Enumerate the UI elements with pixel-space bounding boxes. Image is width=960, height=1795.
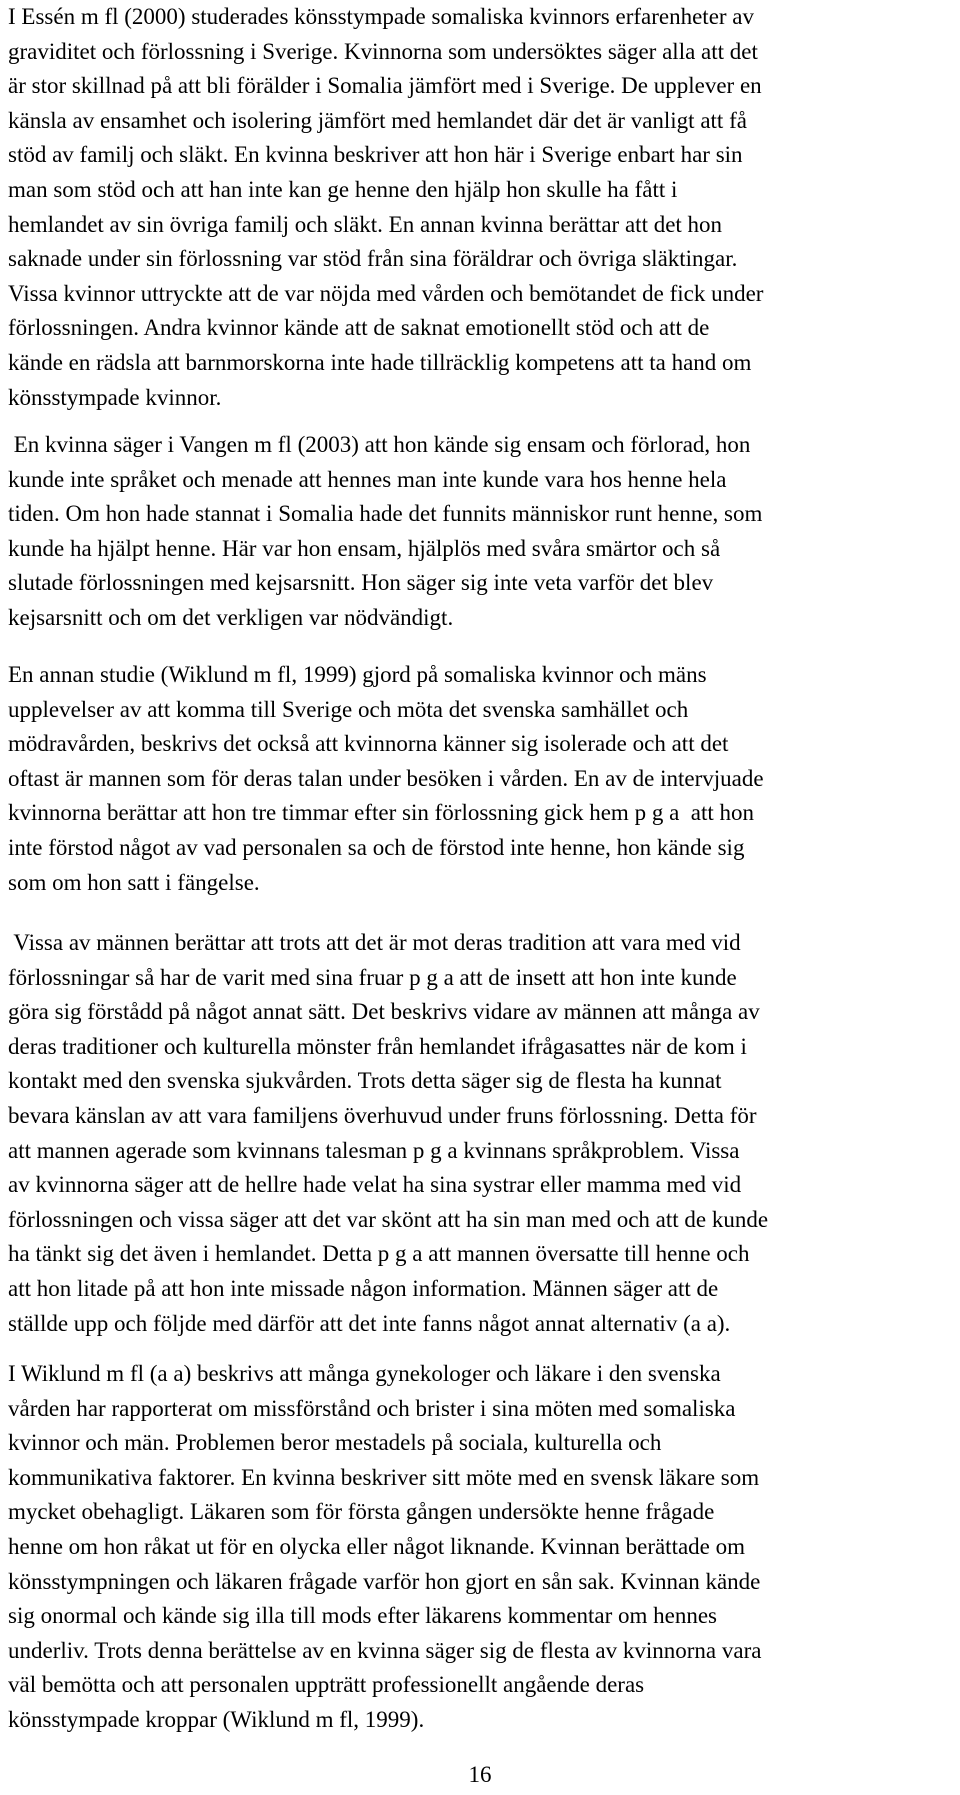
- text-line: slutade förlossningen med kejsarsnitt. Hon säger sig inte veta varför det blev: [8, 570, 714, 596]
- text-line: mödravården, beskrivs det också att kvinnorna känner sig isolerade och att det: [8, 731, 729, 757]
- text-line: av kvinnorna säger att de hellre hade velat ha sina systrar eller mamma med vid: [8, 1172, 742, 1198]
- page-number: 16: [468, 1762, 492, 1787]
- text-line: kvinnor och män. Problemen beror mestadels på sociala, kulturella och: [8, 1430, 662, 1456]
- text-line: saknade under sin förlossning var stöd från sina föräldrar och övriga släktingar.: [8, 246, 738, 272]
- text-line: graviditet och förlossning i Sverige. Kvinnorna som undersöktes säger alla att det: [8, 38, 758, 64]
- paragraph-men-experiences: [8, 926, 768, 1341]
- text-line: väl bemötta och att personalen uppträtt professionellt angående deras: [8, 1672, 645, 1698]
- text-line: sig onormal och kände sig illa till mods efter läkarens kommentar om hennes: [8, 1603, 717, 1629]
- text-line: förlossningar så har de varit med sina fruar p g a att de insett att hon inte kunde: [8, 964, 737, 990]
- text-line: ha tänkt sig det även i hemlandet. Detta p g a att mannen översatte till henne och: [8, 1241, 750, 1267]
- paragraph-wiklund-study: [8, 658, 764, 900]
- text-line: inte förstod något av vad personalen sa och de förstod inte henne, hon kände sig: [8, 834, 745, 860]
- text-line: mycket obehagligt. Läkaren som för första gången undersökte henne frågade: [8, 1499, 715, 1525]
- text-line: är stor skillnad på att bli förälder i Somalia jämfört med i Sverige. De upplever en: [8, 73, 762, 99]
- text-line: stöd av familj och släkt. En kvinna beskriver att hon här i Sverige enbart har sin: [8, 142, 743, 168]
- paragraph-essen-study: [8, 0, 763, 415]
- text-line: En annan studie (Wiklund m fl, 1999) gjord på somaliska kvinnor och mäns: [8, 662, 707, 687]
- text-line: kände en rädsla att barnmorskorna inte hade tillräcklig kompetens att ta hand om: [8, 349, 752, 375]
- text-line: könsstympningen och läkaren frågade varför hon gjort en sån sak. Kvinnan kände: [8, 1568, 761, 1594]
- text-line: kunde ha hjälpt henne. Här var hon ensam, hjälplös med svåra smärtor och så: [8, 535, 721, 561]
- paragraph-vangen-study: [8, 428, 762, 636]
- text-line: känsla av ensamhet och isolering jämfört med hemlandet där det är vanligt att få: [8, 107, 747, 133]
- text-line: hemlandet av sin övriga familj och släkt. En annan kvinna berättar att det hon: [8, 211, 723, 237]
- paragraph-wiklund-healthcare: [8, 1357, 761, 1738]
- text-line: som om hon satt i fängelse.: [8, 869, 260, 895]
- text-line: kunde inte språket och menade att hennes man inte kunde vara hos henne hela: [8, 466, 727, 492]
- text-line: kejsarsnitt och om det verkligen var nödvändigt.: [8, 604, 454, 630]
- text-line: kommunikativa faktorer. En kvinna beskriver sitt möte med en svensk läkare som: [8, 1464, 760, 1490]
- text-line: I Essén m fl (2000) studerades könsstympade somaliska kvinnors erfarenheter av: [8, 4, 755, 29]
- text-line: deras traditioner och kulturella mönster från hemlandet ifrågasattes när de kom i: [8, 1033, 747, 1059]
- text-line: förlossningen och vissa säger att det var skönt att ha sin man med och att de kunde: [8, 1206, 769, 1232]
- text-line: upplevelser av att komma till Sverige och möta det svenska samhället och: [8, 696, 689, 722]
- text-line: Vissa av männen berättar att trots att det är mot deras tradition att vara med vid: [8, 930, 741, 955]
- text-line: vården har rapporterat om missförstånd och brister i sina möten med somaliska: [8, 1395, 736, 1421]
- text-line: könsstympade kroppar (Wiklund m fl, 1999).: [8, 1706, 425, 1732]
- text-line: En kvinna säger i Vangen m fl (2003) att hon kände sig ensam och förlorad, hon: [8, 432, 751, 457]
- text-line: ställde upp och följde med därför att det inte fanns något annat alternativ (a a).: [8, 1310, 731, 1336]
- text-line: kvinnorna berättar att hon tre timmar efter sin förlossning gick hem p g a att hon: [8, 800, 755, 826]
- text-line: henne om hon råkat ut för en olycka eller något liknande. Kvinnan berättade om: [8, 1533, 746, 1559]
- text-line: tiden. Om hon hade stannat i Somalia hade det funnits människor runt henne, som: [8, 501, 763, 527]
- text-line: I Wiklund m fl (a a) beskrivs att många gynekologer och läkare i den svenska: [8, 1361, 721, 1386]
- text-line: man som stöd och att han inte kan ge henne den hjälp hon skulle ha fått i: [8, 176, 678, 202]
- text-line: oftast är mannen som för deras talan under besöken i vården. En av de intervjuade: [8, 765, 764, 791]
- text-line: att mannen agerade som kvinnans talesman p g a kvinnans språkproblem. Vissa: [8, 1137, 740, 1163]
- text-line: underliv. Trots denna berättelse av en kvinna säger sig de flesta av kvinnorna vara: [8, 1637, 762, 1663]
- text-line: förlossningen. Andra kvinnor kände att de saknat emotionellt stöd och att de: [8, 315, 710, 341]
- text-line: göra sig förstådd på något annat sätt. Det beskrivs vidare av männen att många av: [8, 999, 760, 1025]
- text-line: könsstympade kvinnor.: [8, 384, 222, 410]
- text-line: att hon litade på att hon inte missade någon information. Männen säger att de: [8, 1275, 719, 1301]
- text-line: bevara känslan av att vara familjens överhuvud under fruns förlossning. Detta för: [8, 1102, 757, 1128]
- text-line: kontakt med den svenska sjukvården. Trots detta säger sig de flesta ha kunnat: [8, 1068, 722, 1094]
- text-line: Vissa kvinnor uttryckte att de var nöjda med vården och bemötandet de fick under: [8, 280, 764, 306]
